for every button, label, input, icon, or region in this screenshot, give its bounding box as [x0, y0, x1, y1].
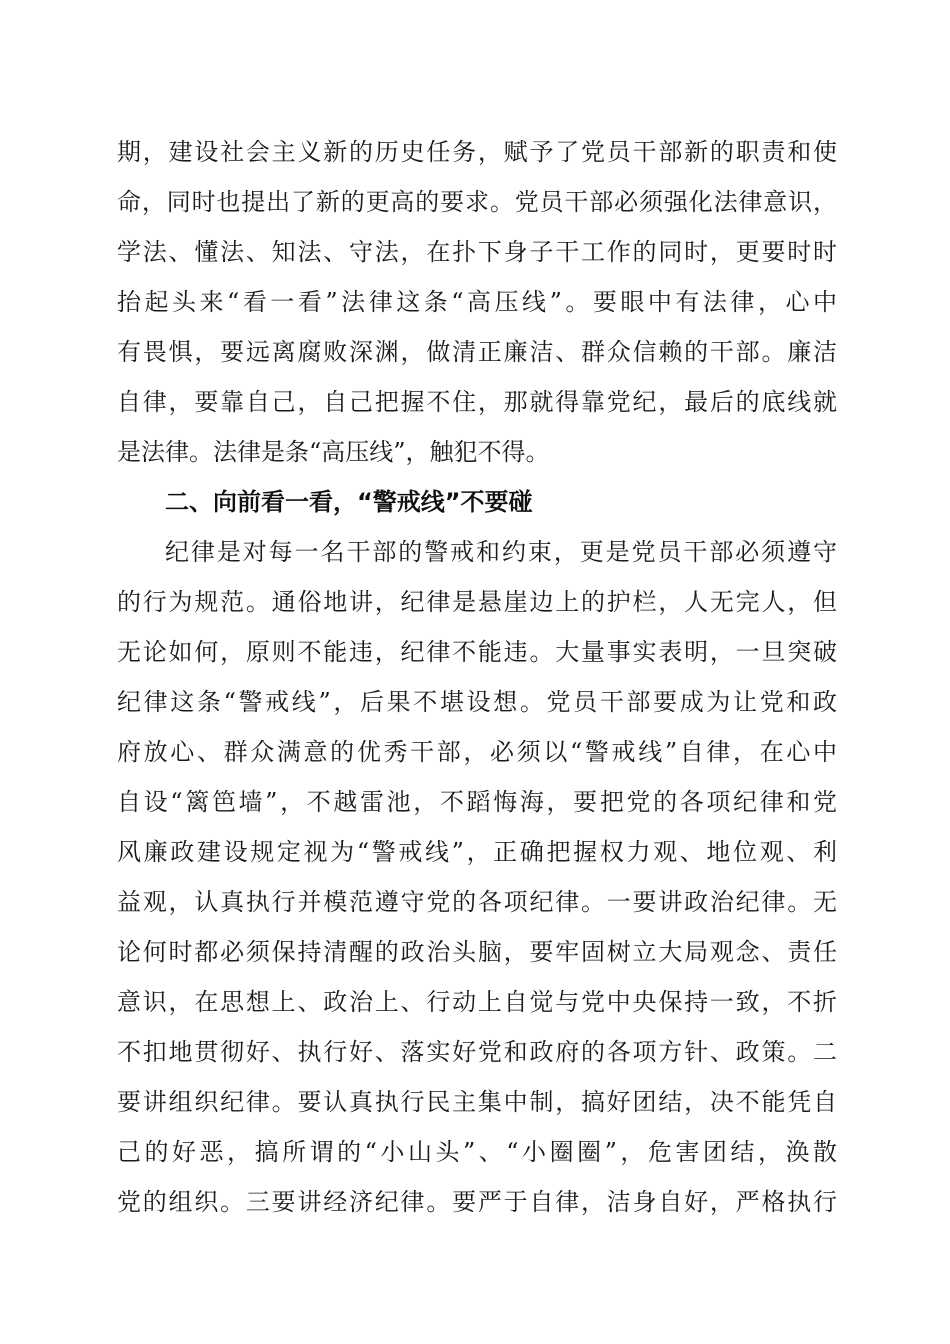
section-2-line-5: 府放心、群众满意的优秀干部，必须以“警戒线”自律，在心中: [117, 738, 837, 766]
section-2-line-2: 的行为规范。通俗地讲，纪律是悬崖边上的护栏，人无完人，但: [117, 588, 837, 616]
section-2-heading: 二、向前看一看，“警戒线”不要碰: [165, 488, 533, 516]
section-2-line-3: 无论如何，原则不能违，纪律不能违。大量事实表明，一旦突破: [117, 638, 837, 666]
section-2-line-13: 己的好恶，搞所谓的“小山头”、“小圈圈”，危害团结，涣散: [117, 1138, 837, 1166]
section-2-line-11: 不扣地贯彻好、执行好、落实好党和政府的各项方针、政策。二: [117, 1038, 837, 1066]
paragraph-1-line-5: 有畏惧，要远离腐败深渊，做清正廉洁、群众信赖的干部。廉洁: [117, 338, 837, 366]
section-2-line-6: 自设“篱笆墙”，不越雷池，不蹈悔海，要把党的各项纪律和党: [117, 788, 837, 816]
section-2-line-4: 纪律这条“警戒线”，后果不堪设想。党员干部要成为让党和政: [117, 688, 837, 716]
section-2-line-9: 论何时都必须保持清醒的政治头脑，要牢固树立大局观念、责任: [117, 938, 837, 966]
paragraph-1-line-3: 学法、懂法、知法、守法，在扑下身子干工作的同时，更要时时: [117, 238, 837, 266]
section-2-line-8: 益观，认真执行并模范遵守党的各项纪律。一要讲政治纪律。无: [117, 888, 837, 916]
section-2-line-14: 党的组织。三要讲经济纪律。要严于自律，洁身自好，严格执行: [117, 1188, 837, 1216]
paragraph-1-line-1: 期，建设社会主义新的历史任务，赋予了党员干部新的职责和使: [117, 138, 837, 166]
paragraph-1-line-6: 自律，要靠自己，自己把握不住，那就得靠党纪，最后的底线就: [117, 388, 837, 416]
section-2-line-12: 要讲组织纪律。要认真执行民主集中制，搞好团结，决不能凭自: [117, 1088, 837, 1116]
paragraph-1-line-7: 是法律。法律是条“高压线”，触犯不得。: [117, 438, 550, 466]
section-2-line-10: 意识，在思想上、政治上、行动上自觉与党中央保持一致，不折: [117, 988, 837, 1016]
paragraph-1-line-4: 抬起头来“看一看”法律这条“高压线”。要眼中有法律，心中: [117, 288, 837, 316]
section-2-line-7: 风廉政建设规定视为“警戒线”，正确把握权力观、地位观、利: [117, 838, 837, 866]
paragraph-1-line-2: 命，同时也提出了新的更高的要求。党员干部必须强化法律意识，: [117, 188, 837, 216]
section-2-line-1: 纪律是对每一名干部的警戒和约束，更是党员干部必须遵守: [165, 538, 837, 566]
